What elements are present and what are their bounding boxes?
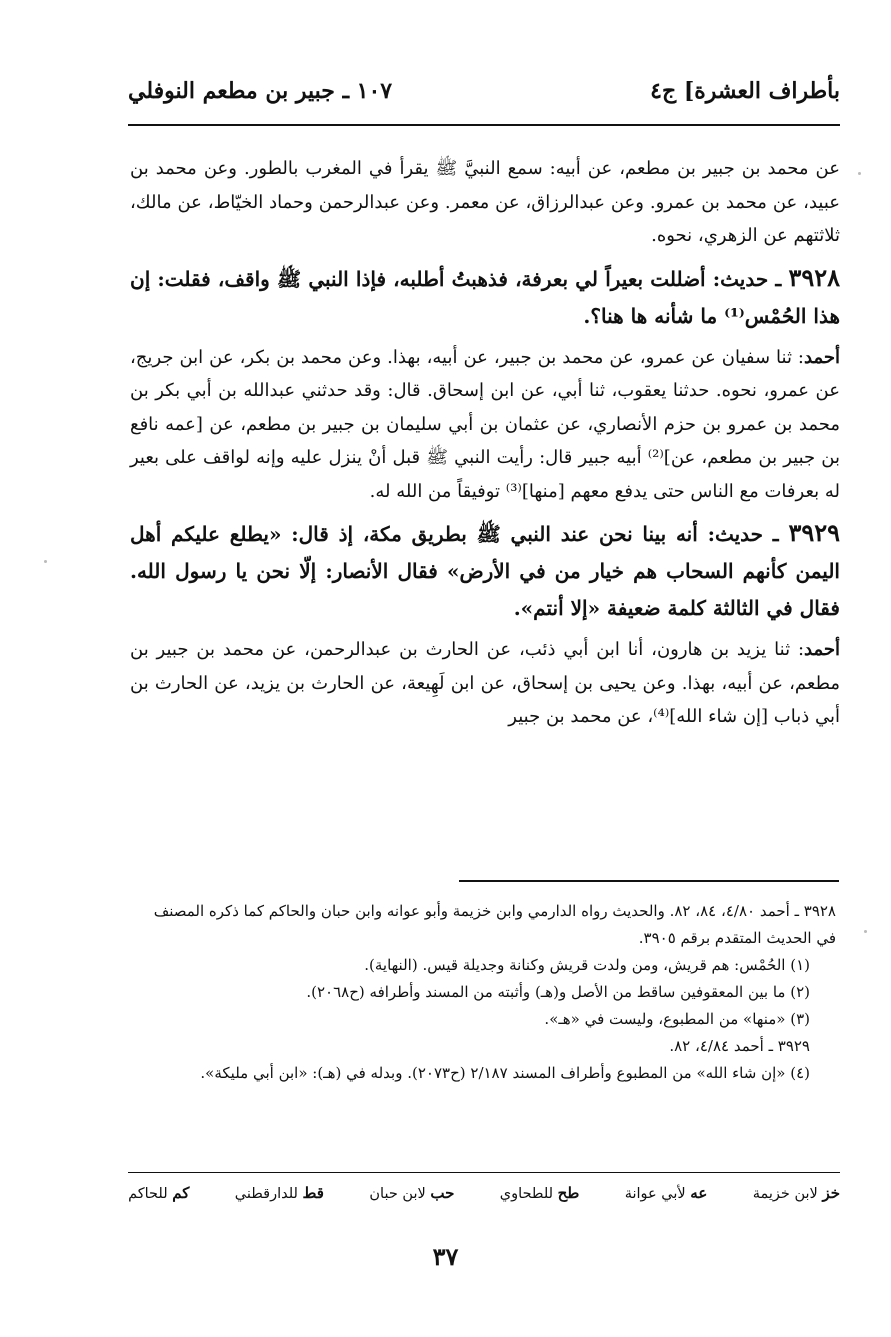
footnotes — [130, 898, 836, 1087]
isnad-text: : ثنا يزيد بن هارون، أنا ابن أبي ذئب، عن الحارث بن عبدالرحمن، عن محمد بن جبير بن مطعم، عن أبيه، بهذا. وعن يحيى بن إسحاق، عن ابن لَهِيعة، عن الحارث بن يزيد، عن الحارث بن أبي ذباب [إن شاء الله]⁽⁴⁾، عن محمد بن جبير — [130, 639, 840, 727]
header-chapter-title: ١٠٧ ـ جبير بن مطعم النوفلي — [128, 78, 393, 104]
hadith-3928 — [130, 259, 840, 335]
abbreviation-item: خز لابن خزيمة — [752, 1184, 840, 1202]
isnad-text: : ثنا سفيان عن عمرو، عن محمد بن جبير، عن أبيه، بهذا. وعن محمد بن بكر، عن ابن جريج، عن عمرو، نحوه. حدثنا يعقوب، ثنا أبي، عن ابن إسحاق. قال: وقد حدثني عبدالله بن أبي بكر بن محمد بن عمرو بن حزم الأنصاري، عن عثمان بن أبي سليمان بن جبير بن مطعم، عن [عمه نافع بن جبير بن مطعم، عن]⁽²⁾ أبيه جبير قال: رأيت النبي ﷺ قبل أنْ ينزل عليه وإنه لواقف على بعير له بعرفات مع الناس حتى يدفع معهم [منها]⁽³⁾ توفيقاً من الله له. — [130, 346, 841, 502]
footnote-separator — [459, 880, 839, 882]
abbreviation-item: طح للطحاوي — [499, 1184, 580, 1202]
paragraph-chain: عن محمد بن جبير بن مطعم، عن أبيه: سمع النبيَّ ﷺ يقرأ في المغرب بالطور. وعن محمد بن عبيد، عن محمد بن عمرو. وعن عبدالرزاق، عن معمر. وعن عبدالرحمن وحماد الخيّاط، عن مالك، ثلاثتهم عن الزهري، نحوه. — [130, 158, 840, 246]
scan-speck — [858, 172, 861, 175]
hadith-text: ـ حديث: أضللت بعيراً لي بعرفة، فذهبتُ أطلبه، فإذا النبي ﷺ واقف، فقلت: إن هذا الحُمْس⁽¹⁾ ما شأنه ها هنا؟. — [130, 266, 840, 328]
abbreviation-item: عه لأبي عوانة — [624, 1184, 708, 1202]
abbreviations-rule — [128, 1172, 840, 1173]
hadith-number: ٣٩٢٩ — [788, 518, 840, 547]
abbreviations-key — [128, 1184, 840, 1202]
abbreviation-item: كم للحاكم — [128, 1184, 190, 1202]
page-number: ٣٧ — [432, 1242, 459, 1271]
footnote-4: (٤) «إن شاء الله» من المطبوع وأطراف المسند ٢/١٨٧ (ح٢٠٧٣). وبدله في (هـ): «ابن أبي مليكة». — [200, 1064, 810, 1082]
scan-speck — [44, 560, 47, 563]
footnote-3: (٣) «منها» من المطبوع، وليست في «هـ». — [544, 1010, 810, 1028]
abbreviation-item: قط للدارقطني — [234, 1184, 324, 1202]
source-label: أحمد — [804, 346, 840, 368]
hadith-3929 — [130, 514, 840, 627]
footnote-2: (٢) ما بين المعقوفين ساقط من الأصل و(هـ) وأثبته من المسند وأطرافه (ح٢٠٦٨). — [306, 983, 810, 1001]
scan-speck — [864, 930, 867, 933]
isnad-paragraph — [130, 633, 840, 734]
footnote-source: ٣٩٢٨ ـ أحمد ٤/٨٠، ٨٤، ٨٢. والحديث رواه الدارمي وابن خزيمة وأبو عوانه وابن حبان والحاكم كما ذكره المصنف في الحديث المتقدم برقم ٣٩٠٥. — [153, 902, 836, 947]
header-rule — [128, 124, 840, 126]
main-text — [130, 152, 840, 740]
isnad-paragraph — [130, 341, 840, 509]
footnote-1: (١) الحُمْس: هم قريش، ومن ولدت قريش وكنانة وجديلة قيس. (النهاية). — [364, 956, 810, 974]
abbreviation-item: حب لابن حبان — [369, 1184, 455, 1202]
header-book-title: بأطراف العشرة] ج٤ — [650, 78, 840, 104]
source-label: أحمد — [804, 639, 840, 660]
footnote-source: ٣٩٢٩ ـ أحمد ٤/٨٤، ٨٢. — [669, 1037, 810, 1055]
hadith-text: ـ حديث: أنه بينا نحن عند النبي ﷺ بطريق مكة، إذ قال: «يطلع عليكم أهل اليمن كأنهم السحاب هم خيار من في الأرض» فقال الأنصار: إلّا نحن يا رسول الله. فقال في الثالثة كلمة ضعيفة «إلا أنتم». — [130, 522, 840, 620]
running-header — [128, 78, 840, 116]
hadith-number: ٣٩٢٨ — [788, 262, 840, 292]
